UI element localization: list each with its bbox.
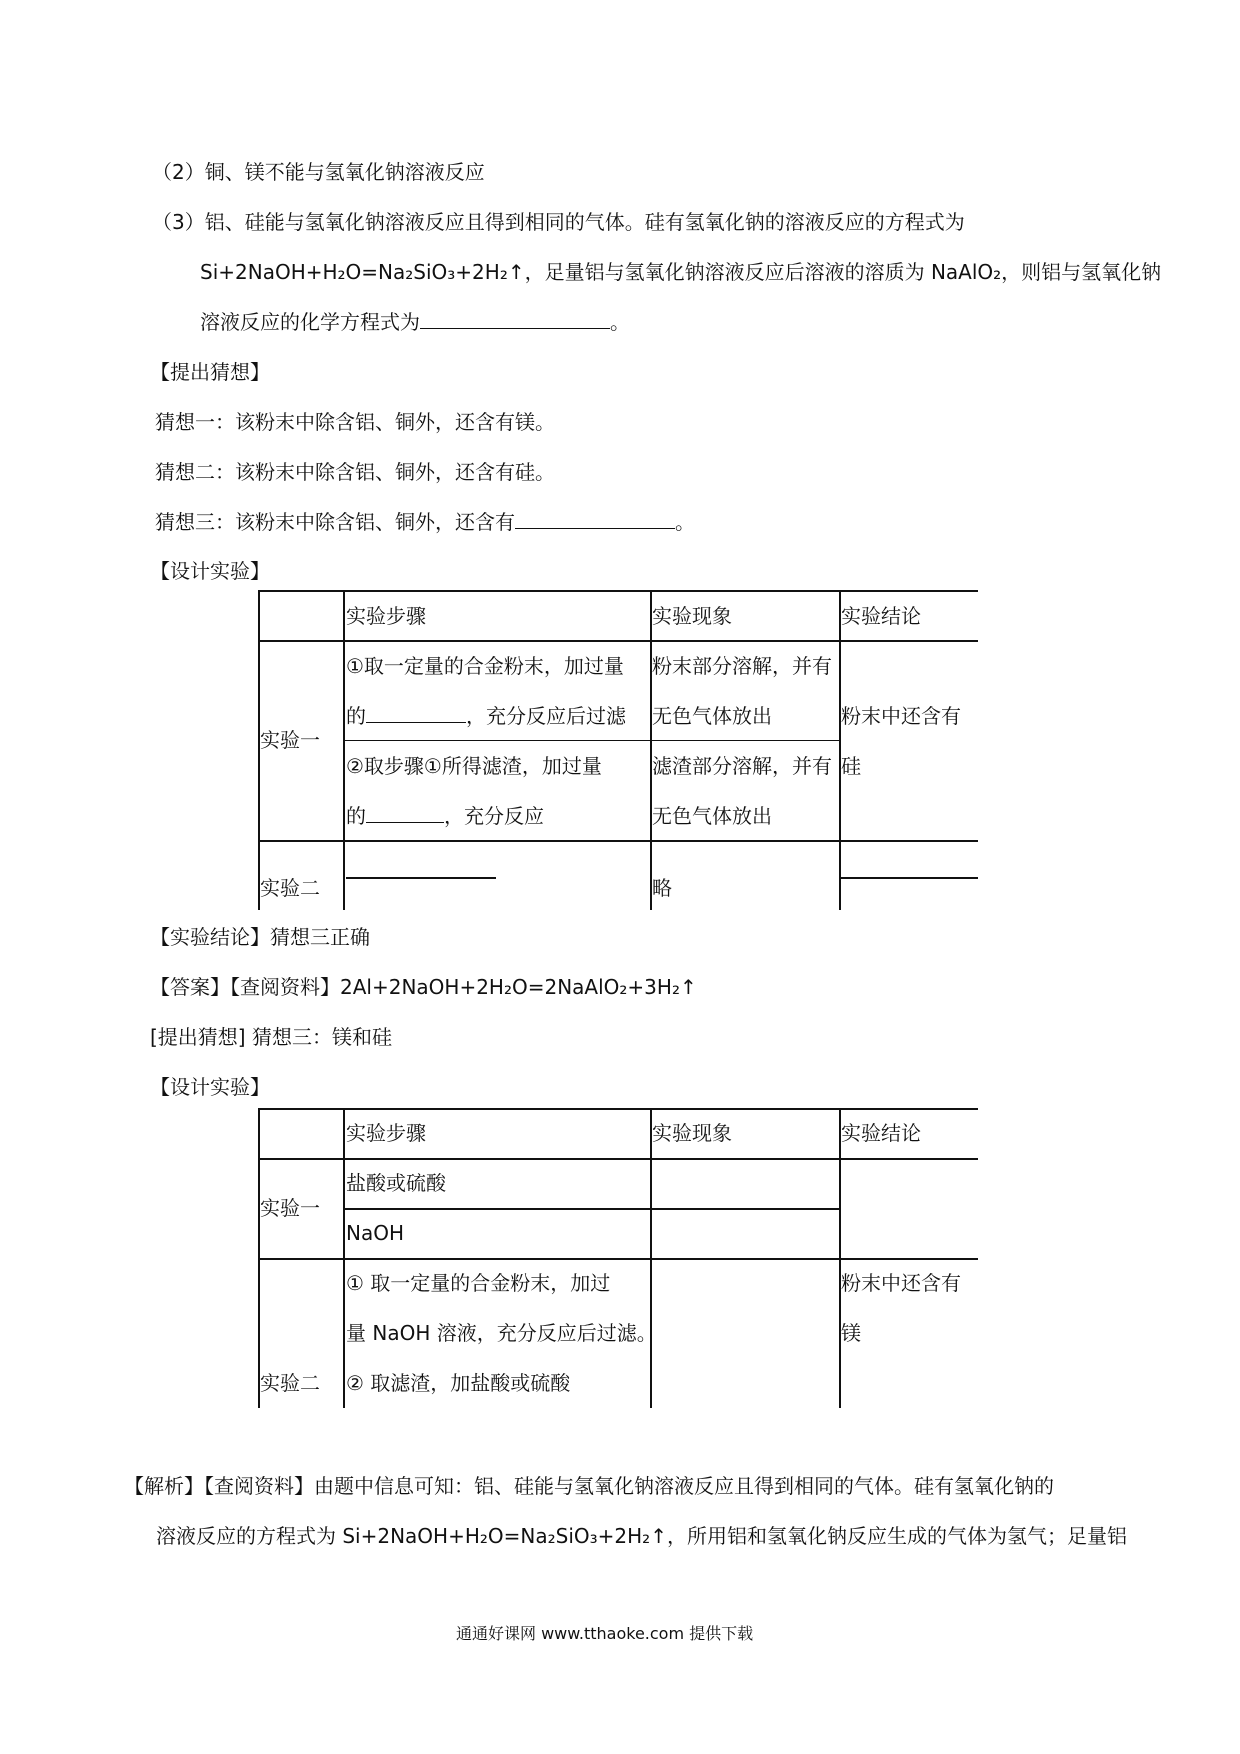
table1-exp1-step2-line2: 的 ，充分反应	[346, 804, 544, 828]
page-footer: 通通好课网 www.tthaoke.com 提供下载	[456, 1624, 754, 1643]
hypothesis-2: 猜想二：该粉末中除含铝、铜外，还含有硅。	[155, 460, 555, 484]
table2-exp2-conclusion-line2: 镁	[841, 1321, 861, 1345]
table1-exp1-step1-line2: 的 ，充分反应后过滤	[346, 704, 626, 728]
table2-exp2-conclusion-line1: 粉末中还含有	[841, 1271, 961, 1295]
table2-exp1-label: 实验一	[260, 1196, 320, 1220]
table1-exp1-step1-line1: ①取一定量的合金粉末，加过量	[346, 654, 624, 678]
analysis-line-1: 【解析】【查阅资料】由题中信息可知：铝、硅能与氢氧化钠溶液反应且得到相同的气体。硅有氢氧化钠的	[124, 1474, 1054, 1498]
table1-exp1-phen2-line1: 滤渣部分溶解，并有	[652, 754, 832, 778]
intro-item-3-line-3: 溶液反应的化学方程式为 。	[200, 310, 630, 334]
table2-exp1-row2: NaOH	[346, 1221, 404, 1245]
intro-item-3-line-2: Si+2NaOH+H₂O=Na₂SiO₃+2H₂↑，足量铝与氢氧化钠溶液反应后溶液的溶质为 NaAlO₂，则铝与氢氧化钠	[200, 260, 1162, 284]
answer-blank-reagent-2[interactable]	[366, 802, 444, 823]
analysis-line-2: 溶液反应的方程式为 Si+2NaOH+H₂O=Na₂SiO₃+2H₂↑，所用铝和氢氧化钠反应生成的气体为氢气；足量铝	[156, 1524, 1127, 1548]
design-heading: 【设计实验】	[150, 559, 270, 583]
table1-exp1-conclusion-line1: 粉末中还含有	[841, 704, 961, 728]
table1-header-phenomena: 实验现象	[652, 604, 732, 628]
table1-exp1-conclusion-line2: 硅	[841, 754, 861, 778]
answer-blank-hypothesis-3[interactable]	[515, 508, 675, 529]
experiment-conclusion: 【实验结论】猜想三正确	[150, 925, 370, 949]
table1-exp2-phenomena: 略	[652, 876, 672, 900]
table2-exp2-label: 实验二	[260, 1371, 320, 1395]
answer-design-heading: 【设计实验】	[150, 1075, 270, 1099]
answer-blank-equation[interactable]	[420, 308, 610, 329]
table1-exp1-label: 实验一	[260, 728, 320, 752]
table1-header-steps: 实验步骤	[346, 604, 426, 628]
table1-exp1-phen2-line2: 无色气体放出	[652, 804, 772, 828]
answer-line-1: 【答案】【查阅资料】2Al+2NaOH+2H₂O=2NaAlO₂+3H₂↑	[150, 975, 697, 999]
table2-header-conclusion: 实验结论	[841, 1121, 921, 1145]
table2-exp1-row1: 盐酸或硫酸	[346, 1171, 446, 1195]
hypothesis-3: 猜想三：该粉末中除含铝、铜外，还含有 。	[155, 510, 695, 534]
equation-prompt: 溶液反应的化学方程式为	[200, 310, 420, 334]
intro-item-3-line-1: （3）铝、硅能与氢氧化钠溶液反应且得到相同的气体。硅有氢氧化钠的溶液反应的方程式为	[152, 210, 965, 234]
table1-exp2-label: 实验二	[260, 876, 320, 900]
table1-exp1-phen1-line1: 粉末部分溶解，并有	[652, 654, 832, 678]
hypothesis-1: 猜想一：该粉末中除含铝、铜外，还含有镁。	[155, 410, 555, 434]
table2-header-steps: 实验步骤	[346, 1121, 426, 1145]
hypothesis-heading: 【提出猜想】	[150, 360, 270, 384]
table2-exp2-step1-line1: ① 取一定量的合金粉末，加过	[346, 1271, 611, 1295]
intro-item-2: （2）铜、镁不能与氢氧化钠溶液反应	[152, 160, 485, 184]
table2-exp2-step2: ② 取滤渣，加盐酸或硫酸	[346, 1371, 571, 1395]
table1-exp1-phen1-line2: 无色气体放出	[652, 704, 772, 728]
table2-header-phenomena: 实验现象	[652, 1121, 732, 1145]
table1-exp1-step2-line1: ②取步骤①所得滤渣，加过量	[346, 754, 602, 778]
table1-header-conclusion: 实验结论	[841, 604, 921, 628]
answer-line-2: [提出猜想] 猜想三：镁和硅	[150, 1025, 392, 1049]
table2-exp2-step1-line2: 量 NaOH 溶液，充分反应后过滤。	[346, 1321, 657, 1345]
answer-blank-reagent-1[interactable]	[366, 702, 466, 723]
